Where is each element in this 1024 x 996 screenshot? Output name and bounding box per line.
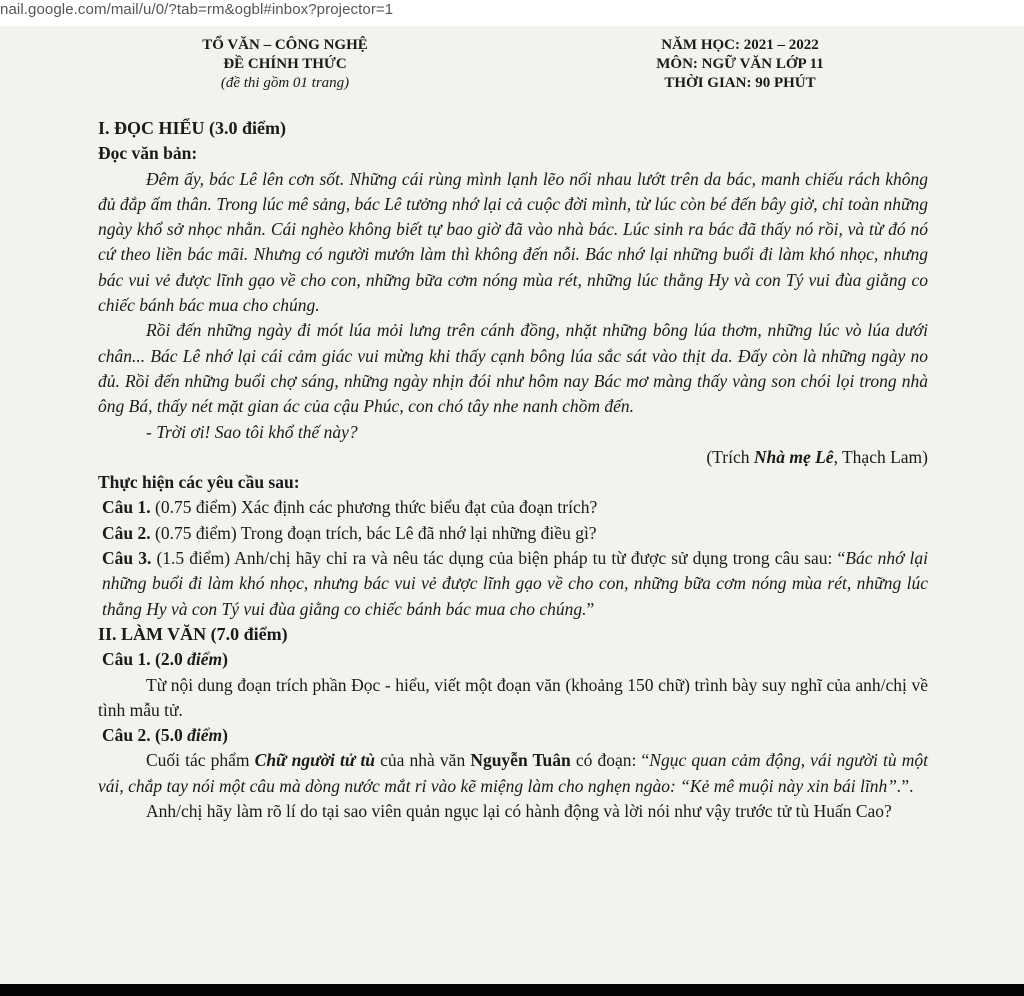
url-text[interactable]: nail.google.com/mail/u/0/?tab=rm&ogbl#inbox?projector=1 bbox=[0, 1, 394, 18]
essay-question-2-text: Cuối tác phẩm Chữ người tử tù của nhà văn Nguyễn Tuân có đoạn: “Ngục quan cảm động, vái người tù một vái, chắp tay nói một câu mà dòng nước mắt rỉ vào kẽ miệng làm cho nghẹn ngào: “Kẻ mê muội này xin bái lĩnh”.”. bbox=[98, 750, 928, 796]
passage-paragraph-3: - Trời ơi! Sao tôi khổ thế này? bbox=[146, 421, 358, 442]
exam-document bbox=[0, 26, 1024, 984]
passage-paragraph-1: Đêm ấy, bác Lê lên cơn sốt. Những cái rùng mình lạnh lẽo nối nhau lướt trên da bác, manh chiếu rách không đủ đắp ấm thân. Trong lúc mê sảng, bác Lê tưởng nhớ lại cả cuộc đời mình, từ lúc còn bé đến bây giờ, chỉ toàn những ngày khổ sở nhọc nhằn. Cái nghèo không biết tự bao giờ đã vào nhà bác. Lúc sinh ra bác đã thấy nó rồi, và từ đó nó cứ theo liền bác mãi. Nhưng có người mướn làm thì không đến nỗi. Bác nhớ lại những buổi đi làm khó nhọc, nhưng bác vui vẻ được lĩnh gạo về cho con, những bữa cơm nóng mùa rét, những lúc thằng Hy và con Tý vui đùa giằng co chiếc bánh bác mua cho chúng. bbox=[98, 168, 928, 316]
passage-paragraph-2: Rồi đến những ngày đi mót lúa mỏi lưng trên cánh đồng, nhặt những bông lúa thơm, những lúc vò lúa dưới chân... Bác Lê nhớ lại cái cảm giác vui mừng khi thấy cạnh bông lúa sắc sát vào thịt da. Đấy còn là những ngày no đủ. Rồi đến những buổi chợ sáng, những ngày nhịn đói như hôm nay Bác mơ màng thấy vàng son chói lọi trong nhà ông Bá, thấy nét mặt gian ác của cậu Phúc, con chó tây nhe nanh chồm đến. bbox=[98, 320, 928, 417]
bottom-edge bbox=[0, 984, 1024, 996]
essay-question-2-label: Câu 2. (5.0 điểm) bbox=[102, 725, 228, 746]
question-3: Câu 3. (1.5 điểm) Anh/chị hãy chỉ ra và nêu tác dụng của biện pháp tu từ được sử dụng trong câu sau: “Bác nhớ lại những buổi đi làm khó nhọc, nhưng bác vui vẻ được lĩnh gạo về cho con, những bữa cơm nóng mùa rét, những lúc thằng Hy và con Tý vui đùa giằng co chiếc bánh bác mua cho chúng.” bbox=[102, 548, 928, 619]
exam-content bbox=[98, 116, 928, 824]
essay-question-1-text: Từ nội dung đoạn trích phần Đọc - hiểu, viết một đoạn văn (khoảng 150 chữ) trình bày suy nghĩ của anh/chị về tình mẫu tử. bbox=[98, 674, 928, 720]
tasks-label: Thực hiện các yêu cầu sau: bbox=[98, 472, 300, 493]
section1-title: I. ĐỌC HIỂU (3.0 điểm) bbox=[98, 118, 286, 138]
essay-question-1-label: Câu 1. (2.0 điểm) bbox=[102, 649, 228, 670]
duration: THỜI GIAN: 90 PHÚT bbox=[664, 75, 816, 91]
official-label: ĐỀ CHÍNH THỨC bbox=[223, 56, 347, 72]
department-name: TỔ VĂN – CÔNG NGHỆ bbox=[202, 37, 368, 53]
header-left bbox=[150, 36, 420, 93]
section2-title: II. LÀM VĂN (7.0 điểm) bbox=[98, 623, 288, 644]
passage-source: (Trích Nhà mẹ Lê, Thạch Lam) bbox=[706, 446, 928, 467]
page-count-note: (đề thi gồm 01 trang) bbox=[220, 75, 350, 91]
header-right bbox=[590, 36, 890, 93]
essay-question-2-prompt: Anh/chị hãy làm rõ lí do tại sao viên quản ngục lại có hành động và lời nói như vậy trước tử tù Huấn Cao? bbox=[146, 801, 892, 822]
question-1: Câu 1. (0.75 điểm) Xác định các phương thức biểu đạt của đoạn trích? bbox=[102, 497, 598, 518]
read-label: Đọc văn bản: bbox=[98, 143, 198, 164]
school-year: NĂM HỌC: 2021 – 2022 bbox=[661, 37, 819, 53]
browser-address-bar[interactable] bbox=[0, 0, 1024, 27]
question-2: Câu 2. (0.75 điểm) Trong đoạn trích, bác Lê đã nhớ lại những điều gì? bbox=[102, 522, 597, 543]
subject: MÔN: NGỮ VĂN LỚP 11 bbox=[656, 56, 824, 72]
